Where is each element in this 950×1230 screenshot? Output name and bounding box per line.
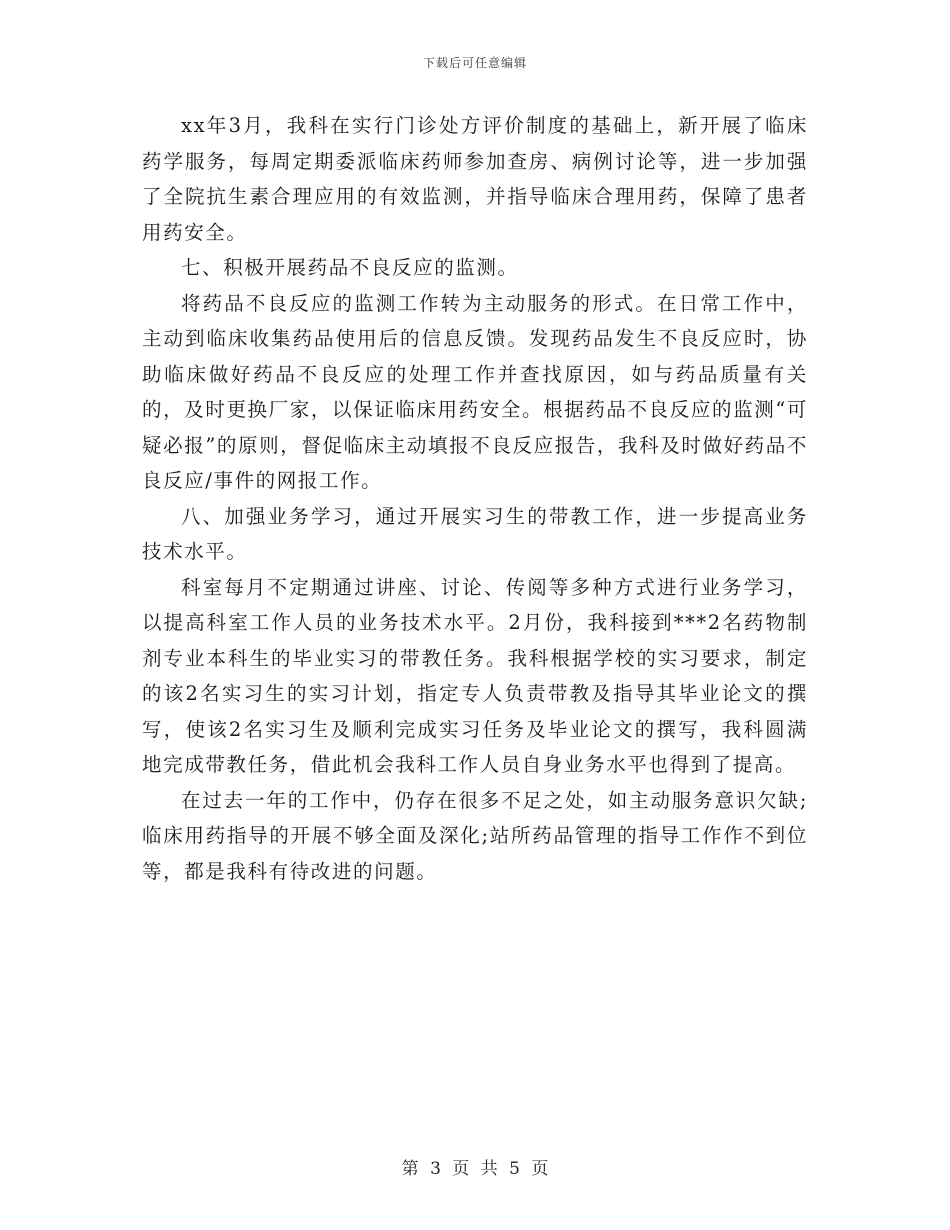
- header-note: 下载后可任意编辑: [422, 56, 527, 70]
- heading-business-learning: 八、加强业务学习，通过开展实习生的带教工作，进一步提高业务技术水平。: [142, 504, 808, 563]
- paragraph-business-learning: 科室每月不定期通过讲座、讨论、传阅等多种方式进行业务学习，以提高科室工作人员的业务技术水平。2月份，我科接到***2名药物制剂专业本科生的毕业实习的带教任务。我科根据学校的实习要求，制定的该2名实习生的实习计划，指定专人负责带教及指导其毕业论文的撰写，使该2名实习生及顺利完成实习任务及毕业论文的撰写，我科圆满地完成带教任务，借此机会我科工作人员自身业务水平也得到了提高。: [142, 575, 808, 776]
- page-number: 第 3 页 共 5 页: [401, 1159, 549, 1179]
- paragraph-adr-monitoring: 将药品不良反应的监测工作转为主动服务的形式。在日常工作中，主动到临床收集药品使用后的信息反馈。发现药品发生不良反应时，协助临床做好药品不良反应的处理工作并查找原因，如与药品质量有关的，及时更换厂家，以保证临床用药安全。根据药品不良反应的监测“可疑必报”的原则，督促临床主动填报不良反应报告，我科及时做好药品不良反应/事件的网报工作。: [142, 291, 808, 492]
- heading-adr-monitoring: 七、积极开展药品不良反应的监测。: [181, 256, 519, 279]
- paragraph-clinical-pharmacy: xx年3月，我科在实行门诊处方评价制度的基础上，新开展了临床药学服务，每周定期委派临床药师参加查房、病例讨论等，进一步加强了全院抗生素合理应用的有效监测，并指导临床合理用药，保障了患者用药安全。: [142, 114, 808, 244]
- paragraph-shortcomings: 在过去一年的工作中，仍存在很多不足之处，如主动服务意识欠缺;临床用药指导的开展不够全面及深化;站所药品管理的指导工作作不到位等，都是我科有待改进的问题。: [142, 788, 808, 883]
- document-body: [142, 108, 808, 889]
